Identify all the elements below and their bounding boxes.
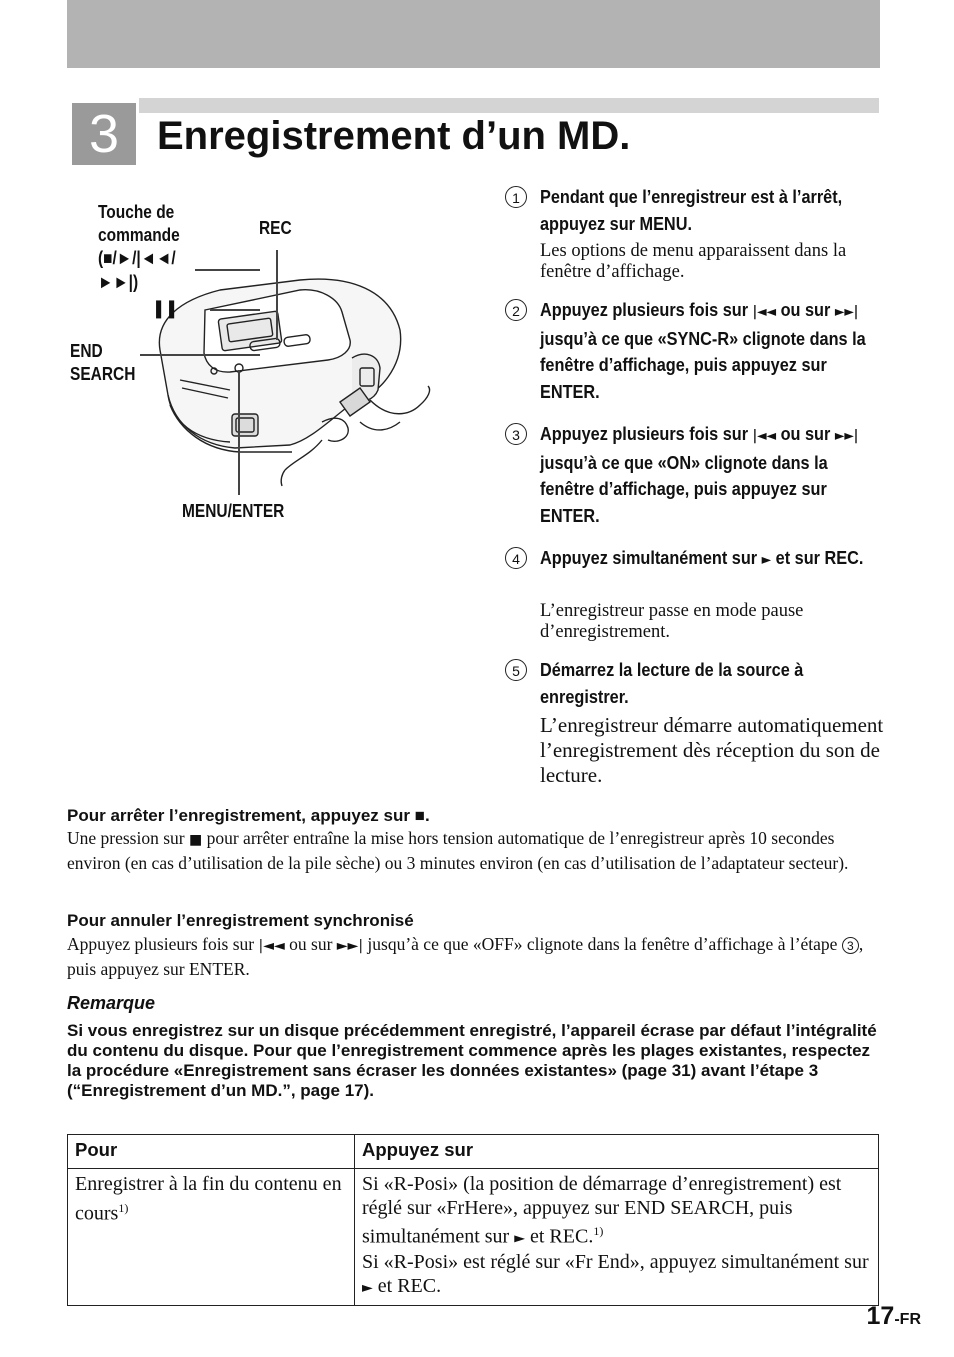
step-1-body: Les options de menu apparaissent dans la fenêtre d’affichage. xyxy=(540,241,847,282)
next-icon: ►►| xyxy=(834,304,859,320)
section-number: 3 xyxy=(72,103,136,165)
footnote-mark: 1) xyxy=(118,1200,129,1215)
page-number: 17-FR xyxy=(866,1302,921,1330)
label-end: END xyxy=(70,341,103,361)
remark-text: Si vous enregistrez sur un disque précédemment enregistré, l’appareil écrase par défaut l’intégralité du contenu du disque. Pour que l’enregistrement commence après les plages existantes, respectez la procédure «Enregistrement sans écraser les données existantes» (page 31) avant l’étape 3 (“Enregistrement d’un MD.”, page 17). xyxy=(67,1021,877,1100)
play-icon: ► xyxy=(761,552,772,568)
stop-heading: Pour arrêter l’enregistrement, appuyez sur ■. xyxy=(67,806,430,825)
label-menu-enter: MENU/ENTER xyxy=(182,501,285,521)
remark-title: Remarque xyxy=(67,993,156,1013)
stop-text: Une pression sur ■ pour arrêter entraîne la mise hors tension automatique de l’enregistreur après 10 secondes environ (en cas d’utilisation de la pile sèche) ou 3 minutes environ (en cas d’utilisation de l’adaptateur secteur). xyxy=(67,828,849,873)
table-header-appuyez: Appuyez sur xyxy=(355,1135,879,1169)
table-cell-instructions: Si «R-Posi» (la position de démarrage d’enregistrement) est réglé sur «FrHere», appuyez sur END SEARCH, puis simultanément sur ► et REC.$^{1)}$ Si «R-Posi» est réglé sur «Fr End», appuyez simultanément sur ► et REC. xyxy=(355,1169,879,1306)
table-header-row xyxy=(68,1135,879,1169)
prev-icon: |◄◄ xyxy=(752,304,777,320)
label-rec: REC xyxy=(259,218,292,238)
step-4-heading: Appuyez simultanément sur ► et sur REC. xyxy=(540,547,864,568)
table-header-pour: Pour xyxy=(68,1135,355,1169)
step-5-heading: Démarrez la lecture de la source à enregistrer. xyxy=(540,659,804,707)
table-row xyxy=(68,1169,879,1306)
cancel-heading: Pour annuler l’enregistrement synchronisé xyxy=(67,911,414,930)
table-cell-action: Enregistrer à la fin du contenu en cours$^{1)}$ xyxy=(68,1169,355,1306)
next-icon: ►►| xyxy=(336,938,364,954)
stop-icon: ■ xyxy=(189,832,203,848)
prev-icon: |◄◄ xyxy=(258,938,285,954)
label-touche-1: Touche de xyxy=(98,202,175,222)
step-2-number: 2 xyxy=(505,299,527,321)
step-3-number: 3 xyxy=(505,423,527,445)
step-5-number: 5 xyxy=(505,659,527,681)
next-icon: ►►| xyxy=(834,428,859,444)
label-pause: ❚❚ xyxy=(152,298,179,319)
label-touche-3: (■/►/|◄◄/ xyxy=(98,248,176,268)
step-2-heading: Appuyez plusieurs fois sur |◄◄ ou sur ►►| jusqu’à ce que «SYNC-R» clignote dans la fenêtre d’affichage, puis appuyez sur ENTER. xyxy=(540,299,866,402)
step-ref-circle: 3 xyxy=(842,937,859,954)
step-1-number: 1 xyxy=(505,186,527,208)
cancel-text: Appuyez plusieurs fois sur |◄◄ ou sur ►►| jusqu’à ce que «OFF» clignote dans la fenêtre d’affichage à l’étape 3 , puis appuyez sur ENTER. xyxy=(67,934,864,979)
play-icon: ► xyxy=(362,1279,373,1296)
step-3-heading: Appuyez plusieurs fois sur |◄◄ ou sur ►►| jusqu’à ce que «ON» clignote dans la fenêtre d’affichage, puis appuyez sur ENTER. xyxy=(540,423,859,526)
label-search: SEARCH xyxy=(70,364,136,384)
prev-icon: |◄◄ xyxy=(752,428,777,444)
step-1-heading: Pendant que l’enregistreur est à l’arrêt, appuyez sur MENU. xyxy=(540,186,843,234)
recording-table xyxy=(67,1134,879,1306)
play-icon: ► xyxy=(514,1230,525,1247)
label-touche-2: commande xyxy=(98,225,180,245)
step-4-number: 4 xyxy=(505,547,527,569)
header-bar xyxy=(67,0,880,68)
step-5-body: L’enregistreur démarre automatiquement l’enregistrement dès réception du son de lecture. xyxy=(540,713,884,787)
page-title: Enregistrement d’un MD. xyxy=(157,114,631,158)
step-4-body: L’enregistreur passe en mode pause d’enregistrement. xyxy=(540,601,804,642)
label-touche-4: ►►|) xyxy=(98,272,139,292)
footnote-mark: 1) xyxy=(593,1224,604,1238)
